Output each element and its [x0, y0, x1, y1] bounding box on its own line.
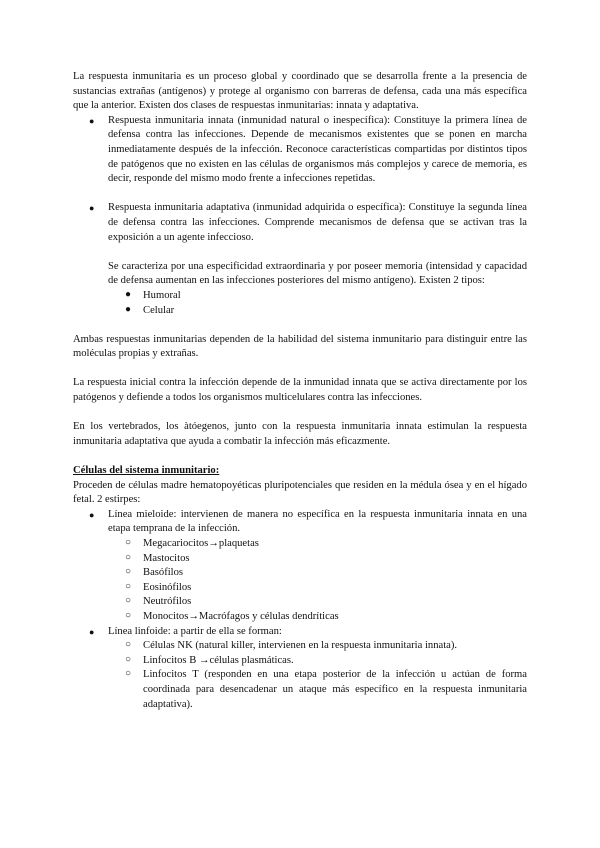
cells-intro-paragraph: Proceden de células madre hematopoyéticas pluripotenciales que residen en la médula ósea y en el hígado fetal. 2 estirpes:	[73, 479, 527, 506]
cell-type: Linfocitos B →células plasmáticas.	[143, 654, 294, 666]
circle-bullet-icon: ○	[125, 609, 132, 621]
list-item-adaptive	[73, 201, 527, 318]
cell-type: Eosinófilos	[143, 581, 192, 593]
document-body	[73, 70, 527, 712]
circle-bullet-icon: ○	[125, 639, 132, 651]
bullet-icon: ●	[125, 288, 132, 300]
circle-bullet-icon: ○	[125, 537, 132, 548]
intro-paragraph: La respuesta inmunitaria es un proceso global y coordinado que se desarrolla frente a la presencia de sustancias extrañas (antígenos) y protege al organismo con barreras de defensa, cada una más específica que la anterior. Existen dos clases de respuestas inmunitarias: innata y adaptativa.	[73, 71, 527, 112]
lymphoid-cells-list	[108, 639, 527, 712]
list-item	[125, 639, 527, 654]
cell-type: Linfocitos T (responden en una etapa posterior de la infección u actúan de forma coordinada para desencadenar un ataque más específico en la respuesta inmunitaria adaptativa).	[143, 669, 527, 710]
cell-type: Neutrófilos	[143, 596, 192, 608]
myeloid-cells-list	[108, 537, 527, 625]
list-item-innate	[73, 114, 527, 202]
bullet-icon: ●	[89, 203, 95, 214]
list-item	[125, 303, 527, 319]
type-humoral: Humoral	[143, 289, 181, 301]
list-item-lymphoid	[73, 625, 527, 713]
list-item	[125, 668, 527, 712]
cell-lines-list	[73, 508, 527, 712]
initial-response-paragraph: La respuesta inicial contra la infección depende de la inmunidad innata que se activa directamente por los patógenos y defiende a todos los organismos multicelulares contra las infecciones.	[73, 377, 527, 404]
both-responses-paragraph: Ambas respuestas inmunitarias dependen de la habilidad del sistema inmunitario para distinguir entre las moléculas propias y extrañas.	[73, 333, 527, 360]
circle-bullet-icon: ○	[125, 566, 132, 578]
cell-type: Megacariocitos→plaquetas	[143, 538, 259, 549]
list-item	[125, 537, 527, 552]
list-item	[125, 595, 527, 610]
list-item	[125, 566, 527, 581]
bullet-icon: ●	[89, 115, 95, 126]
cell-type: Células NK (natural killer, intervienen en la respuesta inmunitaria innata).	[143, 640, 458, 652]
list-item	[125, 288, 527, 304]
cells-heading: Células del sistema inmunitario:	[73, 465, 220, 477]
adaptive-characteristics-text: Se caracteriza por una especificidad extraordinaria y por poseer memoria (intensidad y capacidad de defensa aumentan en las infecciones posteriores del mismo antígeno). Existen 2 tipos:	[108, 260, 527, 287]
myeloid-line-text: Línea mieloide: intervienen de manera no específica en la respuesta inmunitaria innata en una etapa temprana de la infección.	[108, 508, 527, 535]
adaptive-types-list	[108, 289, 527, 318]
innate-response-text: Respuesta inmunitaria innata (inmunidad natural o inespecífica): Constituye la primera línea de defensa contra las infecciones. Depende de mecanismos existentes que se ponen en marcha inmediatamente después de la infección. Reconoce características compartidas por distintos tipos de patógenos que no existen en las células de organismos más complejos y carece de memoria, es decir, responde del mismo modo frente a infecciones repetidas.	[108, 114, 527, 185]
response-types-list	[73, 114, 527, 318]
circle-bullet-icon: ○	[125, 551, 132, 563]
vertebrates-paragraph: En los vertebrados, los àtóegenos, junto con la respuesta inmunitaria innata estimulan la respuesta inmunitaria adaptativa que ayuda a combatir la infección más eficazmente.	[73, 421, 527, 447]
circle-bullet-icon: ○	[125, 580, 132, 592]
type-celular: Celular	[143, 304, 175, 316]
circle-bullet-icon: ○	[125, 653, 132, 665]
list-item	[125, 551, 527, 567]
cell-type: Basófilos	[143, 567, 184, 579]
circle-bullet-icon: ○	[125, 668, 132, 680]
bullet-icon: ●	[89, 509, 95, 520]
list-item	[125, 609, 527, 625]
cell-type: Mastocitos	[143, 552, 190, 564]
lymphoid-line-text: Línea linfoide: a partir de ella se forman:	[108, 625, 282, 637]
list-item-myeloid	[73, 508, 527, 625]
bullet-icon: ●	[125, 303, 132, 315]
adaptive-response-text: Respuesta inmunitaria adaptativa (inmunidad adquirida o específica): Constituye la segunda línea de defensa contra las infecciones. Comprende mecanismos de defensa que se activan tras la exposición a un agente infeccioso.	[108, 202, 527, 243]
circle-bullet-icon: ○	[125, 595, 132, 607]
cell-type: Monocitos→Macrófagos y células dendríticas	[143, 610, 339, 622]
list-item	[125, 580, 527, 596]
bullet-icon: ●	[89, 626, 95, 637]
list-item	[125, 653, 527, 669]
